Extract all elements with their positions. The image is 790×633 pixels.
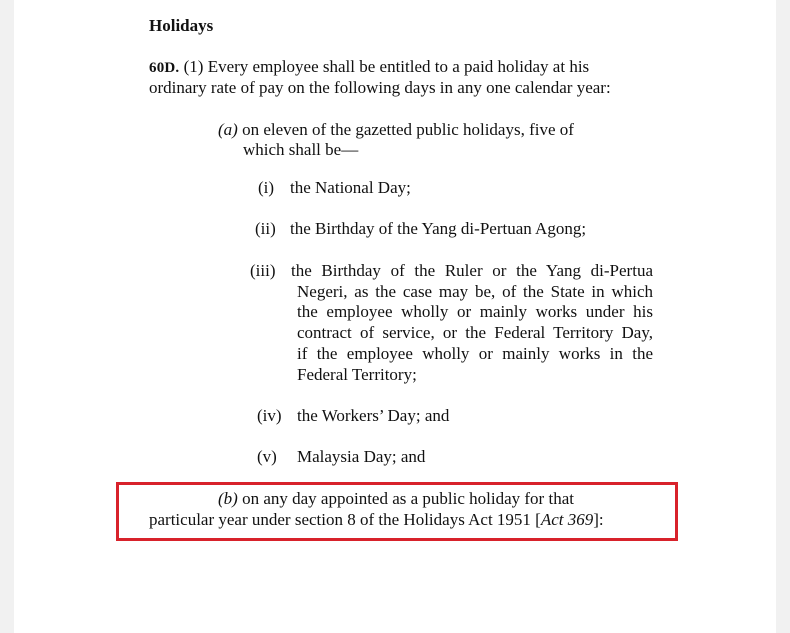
para-b-marker: (b) (218, 489, 238, 508)
section-intro-line-2: ordinary rate of pay on the following days in any one calendar year: (149, 78, 611, 97)
item-iii-line-4: contract of service, or the Federal Territory Day, (297, 323, 653, 342)
item-v-text: Malaysia Day; and (297, 447, 426, 466)
para-b-line-1 (218, 488, 649, 509)
section-number: 60D. (149, 60, 180, 76)
para-a-line-2: which shall be— (243, 140, 359, 159)
section-intro-text-1: (1) Every employee shall be entitled to a paid holiday at his (183, 57, 590, 76)
item-ii-text: the Birthday of the Yang di-Pertuan Agong; (290, 219, 587, 238)
item-iv-marker: (iv) (257, 406, 282, 425)
item-ii-marker: (ii) (255, 219, 276, 238)
item-i-text: the National Day; (290, 178, 411, 197)
item-iii-line-5: if the employee wholly or mainly works in the (297, 344, 653, 363)
item-i-marker: (i) (258, 178, 275, 197)
para-a-line-1 (218, 119, 650, 140)
item-iii-line-3: the employee wholly or mainly works under his (297, 302, 653, 321)
act-reference: Act 369 (540, 510, 594, 529)
document-page (14, 0, 776, 633)
para-b-text-1: on any day appointed as a public holiday for that (242, 489, 574, 508)
section-heading: Holidays (149, 16, 214, 35)
item-iii-line-2: Negeri, as the case may be, of the State in which (297, 282, 653, 301)
item-iii-marker: (iii) (250, 261, 276, 280)
item-v-marker: (v) (257, 447, 277, 466)
para-a-text-1: on eleven of the gazetted public holidays, five of (242, 120, 574, 139)
section-intro-line-1 (149, 56, 655, 79)
para-b-line-2 (149, 509, 604, 530)
para-b-text-2-end: ]: (593, 510, 604, 529)
item-iii-line-6: Federal Territory; (297, 365, 417, 384)
item-iii-line-1: the Birthday of the Ruler or the Yang di-Pertua (291, 261, 653, 280)
item-iv-text: the Workers’ Day; and (297, 406, 450, 425)
para-b-text-2: particular year under section 8 of the Holidays Act 1951 [ (149, 510, 541, 529)
para-a-marker: (a) (218, 120, 238, 139)
